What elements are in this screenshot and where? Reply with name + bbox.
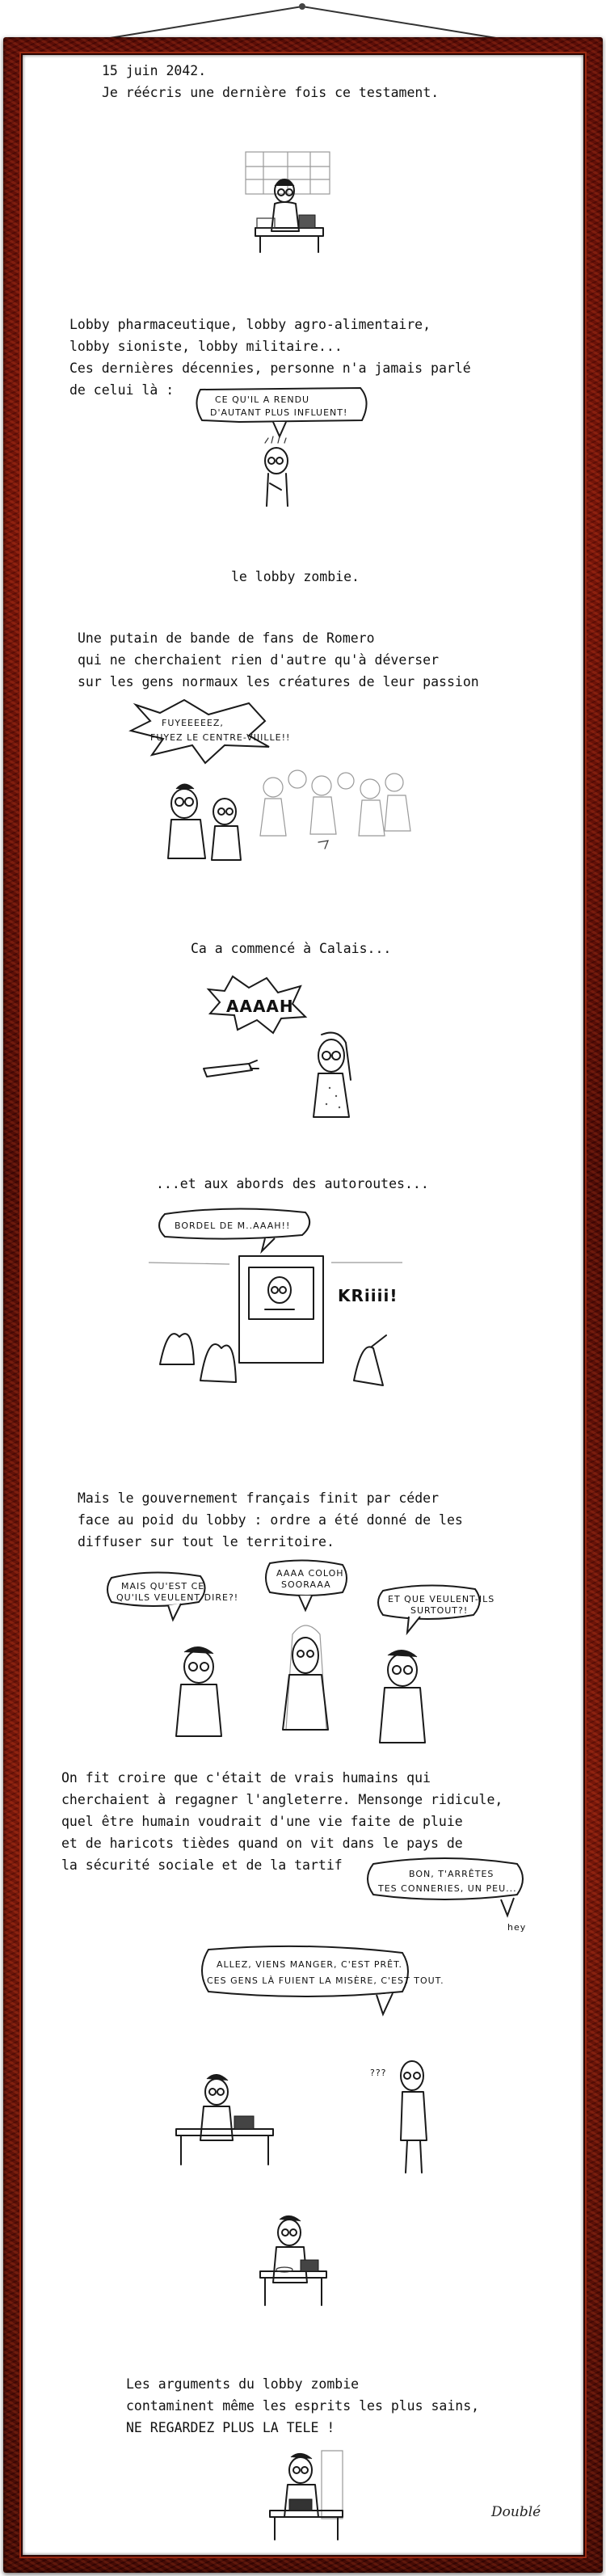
crowd-drawing (128, 698, 451, 876)
bubble-text-line1: CE QU'IL A RENDU (215, 394, 310, 405)
stop-line2: TES CONNERIES, UN PEU... (378, 1883, 517, 1894)
zombie-arm-icon (204, 1064, 252, 1077)
panel-calais (200, 975, 378, 1120)
panel-crowd (128, 698, 451, 876)
question-left-line2: QU'ILS VEULENT DIRE?! (116, 1592, 239, 1603)
panel-dinner (160, 1946, 483, 2189)
eating-drawing (254, 2208, 335, 2313)
bubble-text-line2: D'AUTANT PLUS INFLUENT! (210, 407, 348, 418)
dinner-bubble (202, 1946, 408, 1996)
calais-drawing (200, 975, 378, 1120)
final-text: Les arguments du lobby zombie contaminent même les esprits les plus sains, NE REGARDEZ PLUS LA TELE ! (126, 2376, 480, 2435)
autoroutes-text: ...et aux abords des autoroutes... (156, 1176, 429, 1191)
arrete-drawing (364, 1853, 533, 1950)
panel-three-figures (103, 1560, 507, 1754)
panel-final (265, 2446, 354, 2543)
stop-line1: BON, T'ARRÊTES (409, 1869, 494, 1879)
picture-frame (3, 37, 603, 2573)
lobby-zombie-text: le lobby zombie. (231, 569, 360, 584)
romero-text: Une putain de bande de fans de Romero qui ne cherchaient rien d'autre qu'à déverser sur les gens normaux les créatures de leur passion (78, 630, 479, 689)
zombie-bubble-line2: SOORAAA (281, 1579, 331, 1590)
panel-man-writing (239, 150, 336, 255)
calais-text: Ca a commencé à Calais... (191, 941, 392, 956)
signature: Doublé (491, 2504, 541, 2520)
autoroutes-drawing (144, 1203, 451, 1421)
opening-text: 15 juin 2042. Je réécris une dernière fois ce testament. (102, 63, 440, 100)
question-right-line2: SURTOUT?! (410, 1605, 469, 1616)
lobbies-text: Lobby pharmaceutique, lobby agro-alimentaire, lobby sioniste, lobby militaire... Ces dernières décennies, personne n'a jamais parlé de celui là : (69, 317, 471, 398)
confused-marks: ??? (370, 2068, 387, 2078)
question-left-line1: MAIS QU'EST CE (121, 1581, 205, 1592)
dinner-drawing (160, 1946, 483, 2189)
shout-bubble (131, 700, 269, 763)
dinner-line2: CES GENS LÀ FUIENT LA MISÈRE, C'EST TOUT. (207, 1975, 444, 1986)
influent-drawing (191, 385, 377, 522)
panel-influent (191, 385, 377, 522)
final-drawing (265, 2446, 354, 2543)
hey-text: hey (507, 1922, 527, 1933)
panel-arrete (364, 1853, 533, 1950)
dinner-line1: ALLEZ, VIENS MANGER, C'EST PRÊT. (217, 1959, 403, 1970)
man-writing-drawing (239, 150, 336, 255)
question-right-line1: ET QUE VEULENT-ILS (388, 1594, 495, 1604)
shout-line1: FUYEEEEEZ, (162, 718, 224, 728)
scream-text: AAAAH (226, 997, 294, 1016)
panel-autoroutes (144, 1203, 451, 1421)
three-figures-drawing (103, 1560, 507, 1754)
brake-sound-text: KRiiii! (338, 1286, 398, 1305)
shout-line2: FUYEZ LE CENTRE-VIIILLE!! (150, 732, 291, 743)
mensonge-text: On fit croire que c'était de vrais humains qui cherchaient à regagner l'angleterre. Mensonge ridicule, quel être humain voudrait d'une vie faite de pluie et de haricots tièdes quand on vit dans le pays de la sécurité sociale et de la tartif (61, 1770, 503, 1873)
comic-canvas (23, 55, 583, 2555)
zombie-bubble-line1: AAAA COLOH (276, 1568, 344, 1579)
panel-eating (254, 2208, 335, 2313)
nail-icon (299, 3, 305, 10)
government-text: Mais le gouvernement français finit par céder face au poid du lobby : ordre a été donné de les diffuser sur tout le territoire. (78, 1490, 463, 1549)
truck-bubble-text: BORDEL DE M..AAAH!! (175, 1221, 291, 1231)
